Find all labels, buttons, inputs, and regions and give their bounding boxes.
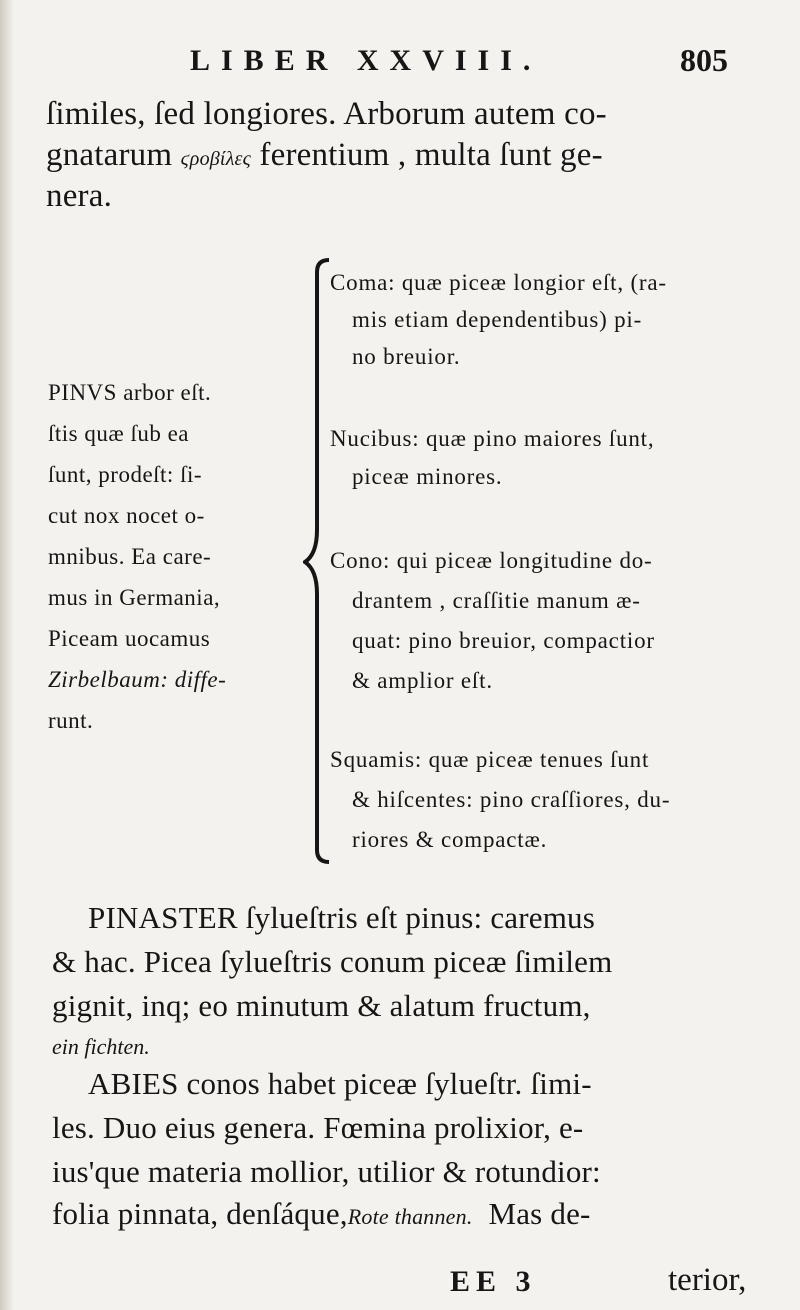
intro-line-3: nera.: [46, 178, 113, 214]
cono-line-1: Cono: qui piceæ longitudine do-: [330, 548, 653, 573]
cono-line-4: & amplior eſt.: [352, 668, 493, 693]
abies-line-2: les. Duo eius genera. Fœmina prolixior, e-: [52, 1110, 584, 1145]
pinus-line-6: mus in Germania,: [48, 585, 221, 610]
intro-line-1: ſimiles, ſed longiores. Arborum autem co-: [46, 96, 607, 132]
pinaster-line-2: & hac. Picea ſylueſtris conum piceæ ſimilem: [52, 944, 613, 979]
pinaster-line-1: PINASTER ſylueſtris eſt pinus: caremus: [88, 900, 595, 935]
cono-line-2: drantem , craſſitie manum æ-: [352, 588, 641, 613]
abies-line-4-italic: Rote thannen.: [347, 1204, 473, 1229]
nucibus-line-2: piceæ minores.: [352, 464, 503, 489]
pinus-line-5: mnibus. Ea care-: [48, 544, 212, 569]
catchword: terior,: [668, 1262, 747, 1298]
pinus-line-1: PINVS arbor eſt.: [48, 380, 212, 405]
greek-word: ϛροβίλες: [180, 148, 251, 170]
pinus-line-7: Piceam uocamus: [48, 626, 211, 651]
running-head-title: LIBER XXVIII.: [190, 44, 542, 77]
abies-line-4: [52, 1196, 591, 1232]
coma-line-3: no breuior.: [352, 344, 461, 369]
signature-mark: EE 3: [450, 1265, 537, 1298]
abies-line-4-start: folia pinnata, denſáque,: [52, 1196, 348, 1231]
page-number: 805: [680, 42, 728, 78]
pinus-line-2: ſtis quæ ſub ea: [48, 421, 190, 446]
pinaster-line-4: ein fichten.: [52, 1034, 150, 1059]
intro-line-2-start: gnatarum: [46, 137, 173, 173]
intro-line-2: [46, 137, 603, 174]
pinus-line-8: Zirbelbaum: diffe-: [48, 667, 227, 692]
nucibus-line-1: Nucibus: quæ pino maiores ſunt,: [330, 426, 655, 451]
squamis-line-1: Squamis: quæ piceæ tenues ſunt: [330, 747, 650, 772]
cono-line-3: quat: pino breuior, compactior: [352, 628, 655, 653]
pinus-line-9: runt.: [48, 708, 94, 733]
pinaster-line-3: gignit, inq; eo minutum & alatum fructum,: [52, 988, 591, 1023]
pinus-line-3: ſunt, prodeſt: ſi-: [48, 462, 203, 487]
pinus-line-4: cut nox nocet o-: [48, 503, 205, 528]
abies-line-4-end: Mas de-: [488, 1196, 591, 1231]
abies-line-3: ius'que materia mollior, utilior & rotundior:: [52, 1154, 601, 1189]
coma-line-2: mis etiam dependentibus) pi-: [352, 307, 643, 332]
abies-line-1: ABIES conos habet piceæ ſylueſtr. ſimi-: [88, 1066, 592, 1101]
squamis-line-2: & hiſcentes: pino craſſiores, du-: [352, 787, 671, 812]
squamis-line-3: riores & compactæ.: [352, 827, 548, 852]
intro-line-2-end: ferentium , multa ſunt ge-: [259, 137, 603, 173]
coma-line-1: Coma: quæ piceæ longior eſt, (ra-: [330, 270, 667, 295]
